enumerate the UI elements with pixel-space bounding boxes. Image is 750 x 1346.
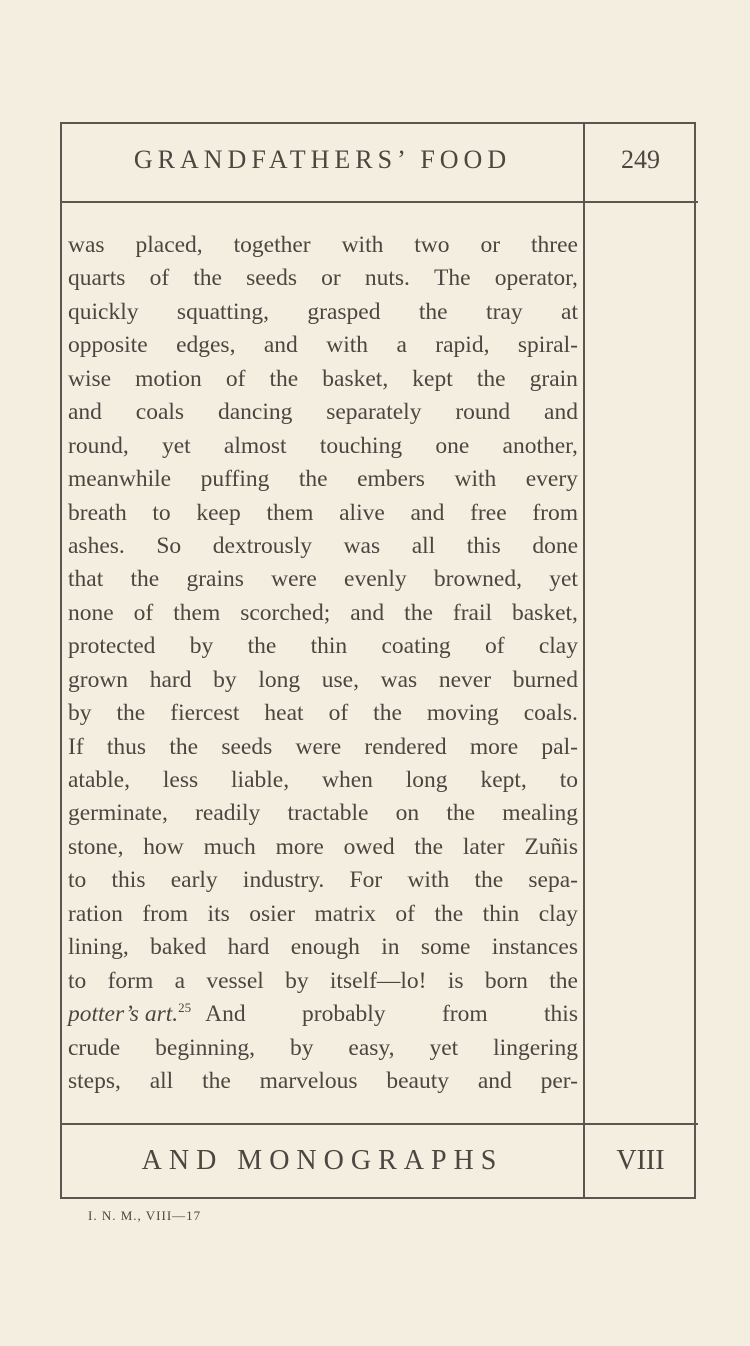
- text-line: germinate, readily tractable on the mealing: [68, 800, 578, 827]
- text-line: to this early industry. For with the sepa-: [68, 867, 578, 894]
- page-number: 249: [621, 145, 660, 174]
- text-line: [68, 998, 578, 1031]
- series-title: AND MONOGRAPHS: [141, 1145, 504, 1176]
- text-line: quarts of the seeds or nuts. The operator,: [68, 265, 578, 292]
- text-line: steps, all the marvelous beauty and per-: [68, 1067, 578, 1094]
- body-text: [68, 229, 578, 1098]
- text-line: that the grains were evenly browned, yet: [68, 566, 578, 593]
- italic-phrase: potter’s art.: [68, 1001, 179, 1028]
- text-line: ashes. So dextrously was all this done: [68, 532, 578, 559]
- text-line: opposite edges, and with a rapid, spiral-: [68, 332, 578, 359]
- text-line: and coals dancing separately round and: [68, 399, 578, 426]
- printer-signature: I. N. M., VIII—17: [88, 1208, 202, 1223]
- text-line: breath to keep them alive and free from: [68, 499, 578, 526]
- text-line: atable, less liable, when long kept, to: [68, 767, 578, 793]
- text-line: protected by the thin coating of clay: [68, 633, 578, 660]
- text-line: meanwhile puffing the embers with every: [68, 466, 578, 493]
- footnote-ref[interactable]: 25: [178, 1000, 192, 1016]
- text-line: by the fiercest heat of the moving coals.: [68, 700, 578, 727]
- text-line: grown hard by long use, was never burned: [68, 666, 578, 693]
- text-line: none of them scorched; and the frail basket,: [68, 599, 578, 626]
- text-line: quickly squatting, grasped the tray at: [68, 298, 578, 325]
- footer-rule: [60, 1123, 698, 1125]
- header-rule: [60, 201, 698, 203]
- text-line: crude beginning, by easy, yet lingering: [68, 1034, 578, 1061]
- text-line: lining, baked hard enough in some instances: [68, 934, 578, 961]
- text-line: If thus the seeds were rendered more pal-: [68, 733, 578, 760]
- text-line: round, yet almost touching one another,: [68, 432, 578, 459]
- running-head-title: GRANDFATHERS’ FOOD: [133, 145, 512, 174]
- text-line: stone, how much more owed the later Zuñis: [68, 833, 578, 860]
- text-line: was placed, together with two or three: [68, 232, 578, 258]
- text-line: to form a vessel by itself—lo! is born the: [68, 967, 578, 994]
- text-line: ration from its osier matrix of the thin clay: [68, 900, 578, 927]
- text-line: wise motion of the basket, kept the grain: [68, 365, 578, 392]
- line-text: And probably from this: [205, 1001, 578, 1028]
- volume-number: VIII: [616, 1145, 665, 1176]
- column-divider: [583, 122, 585, 1199]
